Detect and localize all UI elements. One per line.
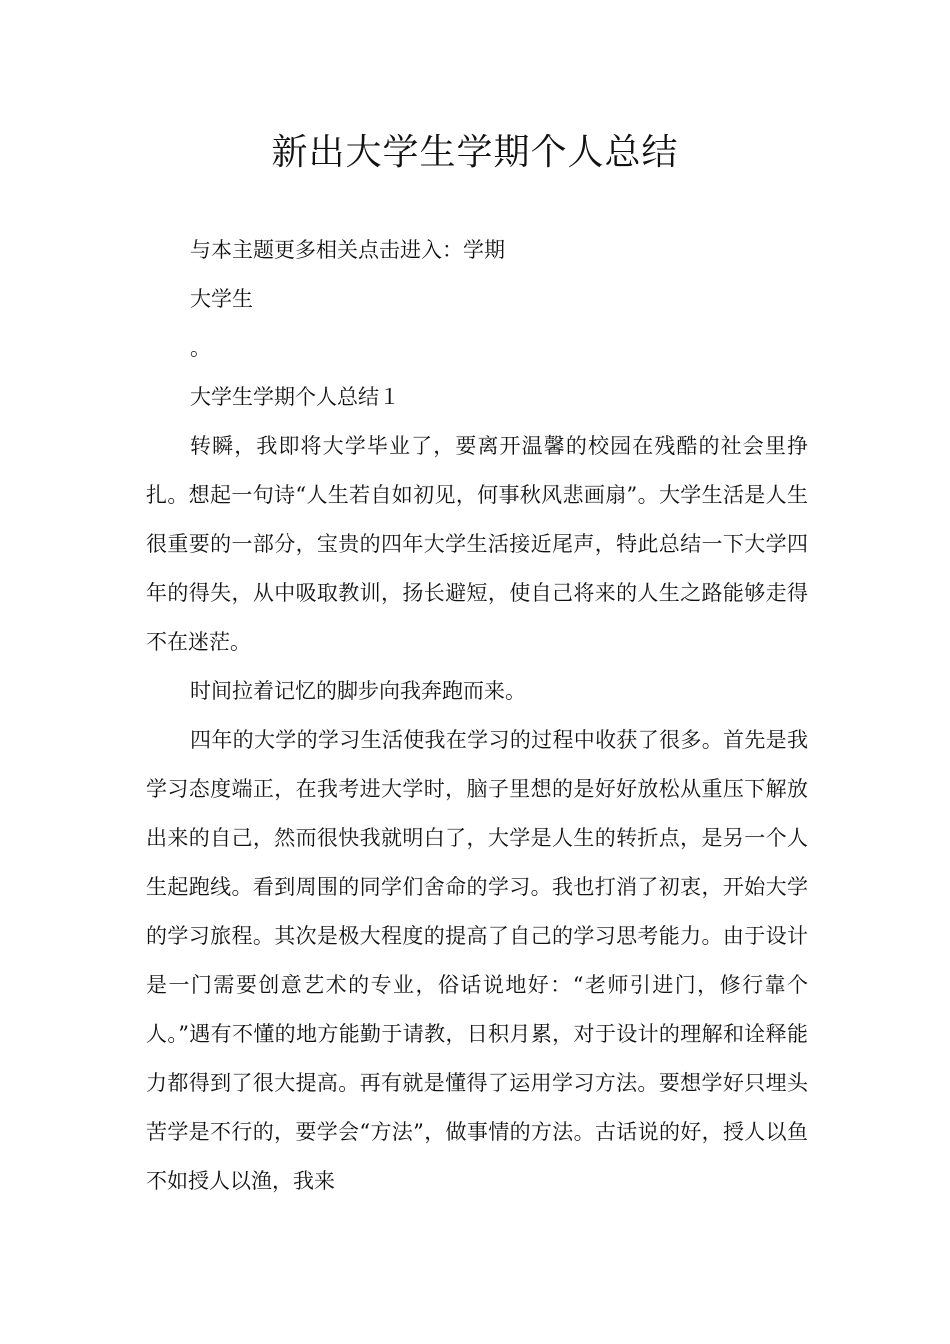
paragraph-related-topics-continued: 大学生 bbox=[190, 287, 253, 311]
section-heading: 大学生学期个人总结１ bbox=[190, 385, 400, 409]
document-title: 新出大学生学期个人总结 bbox=[271, 132, 679, 173]
paragraph-intro: 转瞬，我即将大学毕业了，要离开温馨的校园在残酷的社会里挣扎。想起一句诗“人生若自如初见，何事秋风悲画扇”。大学生活是人生很重要的一部分，宝贵的四年大学生活接近尾声，特此总结一下大学四年的得失，从中吸取教训，扬长避短，使自己将来的人生之路能够走得不在迷茫。 bbox=[146, 434, 808, 654]
paragraph-memory: 时间拉着记忆的脚步向我奔跑而来。 bbox=[190, 679, 526, 703]
paragraph-period: 。 bbox=[190, 336, 211, 360]
document-body bbox=[146, 226, 808, 1206]
paragraph-study: 四年的大学的学习生活使我在学习的过程中收获了很多。首先是我学习态度端正，在我考进大学时，脑子里想的是好好放松从重压下解放出来的自己，然而很快我就明白了，大学是人生的转折点，是另一个人生起跑线。看到周围的同学们舍命的学习。我也打消了初衷，开始大学的学习旅程。其次是极大程度的提高了自己的学习思考能力。由于设计是一门需要创意艺术的专业，俗话说地好：“老师引进门，修行靠个人。”遇有不懂的地方能勤于请教，日积月累，对于设计的理解和诠释能力都得到了很大提高。再有就是懂得了运用学习方法。要想学好只埋头苦学是不行的，要学会“方法”，做事情的方法。古话说的好，授人以鱼不如授人以渔，我来 bbox=[146, 728, 808, 1193]
paragraph-related-topics: 与本主题更多相关点击进入：学期 bbox=[190, 238, 505, 262]
